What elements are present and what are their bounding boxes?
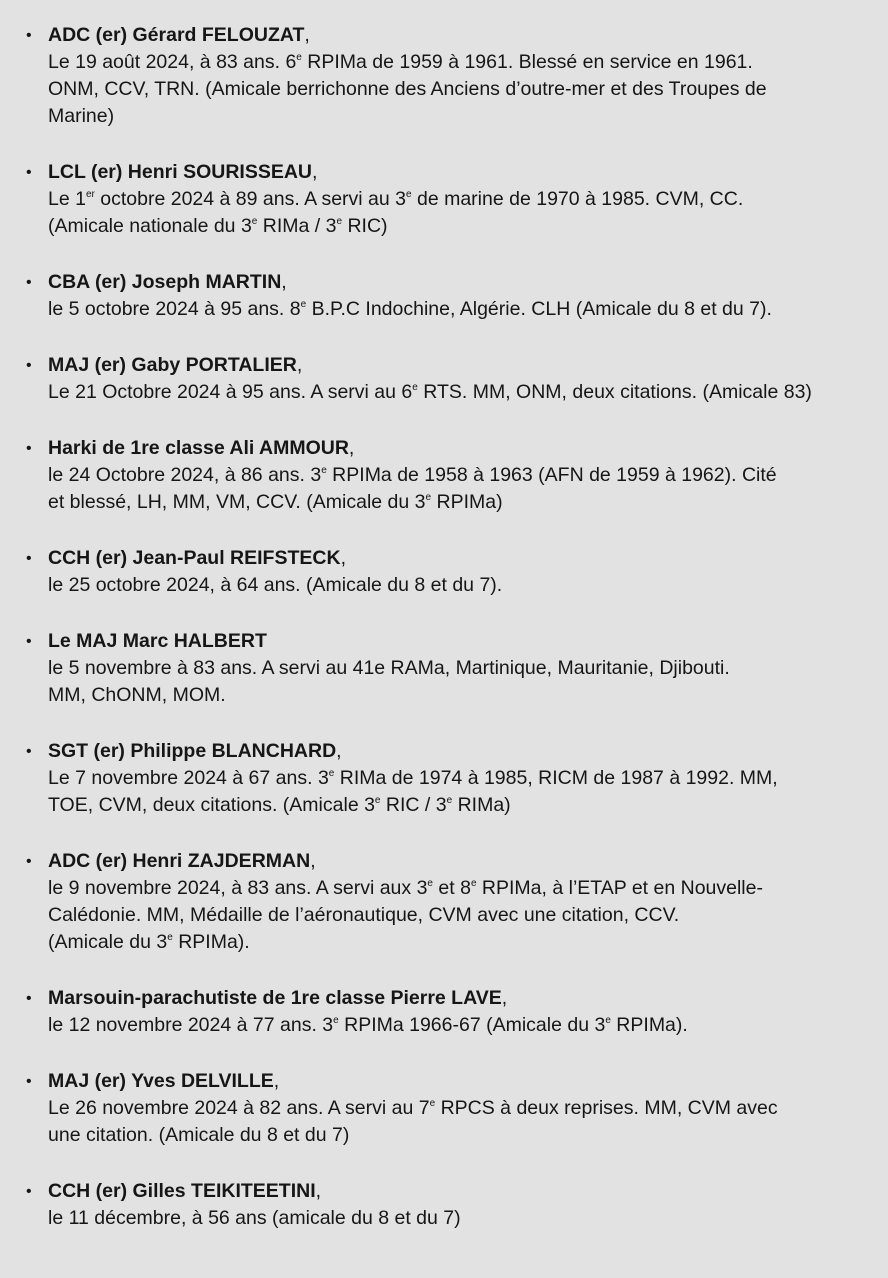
obituary-entry [0,269,888,323]
entry-text-line [48,765,888,792]
obituary-entry [0,159,888,240]
entry-text-line [48,1205,888,1232]
text-segment: le 9 novembre 2024, à 83 ans. A servi aux 3 [48,877,428,899]
superscript: e [167,932,173,943]
superscript: e [333,1015,339,1026]
text-segment: B.P.C Indochine, Algérie. CLH (Amicale du 8 et du 7). [306,298,772,320]
entry-text-line [48,489,888,516]
entry-name-suffix: , [296,354,303,376]
text-segment: RPCS à deux reprises. MM, CVM avec [435,1097,778,1119]
text-segment: RPIMa). [172,931,250,953]
entry-name: CBA (er) Joseph MARTIN [48,271,282,293]
entry-name: CCH (er) Jean-Paul REIFSTECK [48,547,341,569]
bullet-icon: • [26,274,32,291]
entry-name: MAJ (er) Yves DELVILLE [48,1070,274,1092]
text-segment: et 8 [432,877,471,899]
superscript: e [470,878,477,889]
entry-text-line [48,1122,888,1149]
entry-name: Harki de 1re classe Ali AMMOUR [48,437,349,459]
superscript: e [328,768,335,779]
bullet-icon: • [26,633,32,650]
obituary-entry [0,848,888,956]
text-segment: Le 7 novembre 2024 à 67 ans. 3 [48,767,329,789]
entry-text-line [48,1095,888,1122]
text-segment: ONM, CCV, TRN. (Amicale berrichonne des Anciens d’outre-mer et des Troupes de [48,78,767,100]
entry-text-line [48,213,888,240]
text-segment: Marine) [48,105,115,127]
entry-name-suffix: , [348,437,355,459]
entry-text-line [48,186,888,213]
obituary-entry [0,435,888,516]
superscript: e [427,878,433,889]
entry-name-suffix: , [304,24,310,46]
entry-name: CCH (er) Gilles TEIKITEETINI [48,1180,316,1202]
obituary-entry [0,738,888,819]
entry-name-suffix: , [336,740,342,762]
bullet-icon: • [26,357,32,374]
obituary-entry [0,1178,888,1232]
text-segment: RIMa / 3 [257,215,337,237]
superscript: e [296,52,302,63]
text-segment: le 11 décembre, à 56 ans (amicale du 8 et du 7) [48,1207,461,1229]
entry-text-line [48,875,888,902]
text-segment: RPIMa de 1958 à 1963 (AFN de 1959 à 1962). Cité [326,464,777,486]
entry-text-line [48,655,888,682]
text-segment: de marine de 1970 à 1985. CVM, CC. [411,188,744,210]
obituary-entry [0,545,888,599]
entry-name: LCL (er) Henri SOURISSEAU [48,161,313,183]
entry-text-line [48,929,888,956]
superscript: e [446,795,453,806]
bullet-icon: • [26,1073,32,1090]
text-segment: RTS. MM, ONM, deux citations. (Amicale 83) [417,381,812,403]
obituary-entry [0,985,888,1039]
entry-text-line [48,462,888,489]
text-segment: RPIMa, à l’ETAP et en Nouvelle- [476,877,763,899]
entry-name-suffix: , [340,547,346,569]
bullet-icon: • [26,164,32,181]
entry-name-suffix: , [273,1070,280,1092]
bullet-icon: • [26,1183,32,1200]
superscript: e [412,382,418,393]
obituary-entry [0,352,888,406]
bullet-icon: • [26,27,32,44]
entry-text-line [48,1012,888,1039]
superscript: e [251,216,258,227]
text-segment: Calédonie. MM, Médaille de l’aéronautique, CVM avec une citation, CCV. [48,904,680,926]
superscript: e [300,299,307,310]
obituary-entry [0,628,888,709]
superscript: e [406,189,412,200]
text-segment: et blessé, LH, MM, VM, CCV. (Amicale du 3 [48,491,426,513]
text-segment: RPIMa) [431,491,503,513]
entry-text-line [48,76,888,103]
text-segment: Le 21 Octobre 2024 à 95 ans. A servi au 6 [48,381,413,403]
text-segment: Le 19 août 2024, à 83 ans. 6 [48,51,297,73]
bullet-icon: • [26,743,32,760]
text-segment: une citation. (Amicale du 8 et du 7) [48,1124,350,1146]
text-segment: le 12 novembre 2024 à 77 ans. 3 [48,1014,334,1036]
text-segment: octobre 2024 à 89 ans. A servi au 3 [94,188,406,210]
text-segment: RPIMa de 1959 à 1961. Blessé en service en 1961. [301,51,753,73]
superscript: e [336,216,343,227]
superscript: er [85,189,95,200]
entry-name-suffix: , [315,1180,322,1202]
text-segment: (Amicale du 3 [48,931,168,953]
superscript: e [605,1015,611,1026]
superscript: e [425,492,432,503]
entry-text-line [48,296,888,323]
text-segment: RPIMa 1966-67 (Amicale du 3 [338,1014,606,1036]
text-segment: RIMa de 1974 à 1985, RICM de 1987 à 1992. MM, [334,767,778,789]
text-segment: le 25 octobre 2024, à 64 ans. (Amicale du 8 et du 7). [48,574,503,596]
obituary-entry [0,1068,888,1149]
text-segment: Le 1 [48,188,86,210]
superscript: e [374,795,381,806]
entry-text-line [48,103,888,130]
superscript: e [429,1098,436,1109]
entry-name: Le MAJ Marc HALBERT [48,630,267,652]
bullet-icon: • [26,550,32,567]
text-segment: le 24 Octobre 2024, à 86 ans. 3 [48,464,322,486]
entry-text-line [48,792,888,819]
entry-name: ADC (er) Henri ZAJDERMAN [48,850,311,872]
entry-name: Marsouin-parachutiste de 1re classe Pierre LAVE [48,987,502,1009]
entry-text-line [48,572,888,599]
entry-text-line [48,902,888,929]
entry-name-suffix: , [501,987,508,1009]
entry-text-line [48,682,888,709]
entry-name-suffix: , [312,161,318,183]
text-segment: MM, ChONM, MOM. [48,684,226,706]
entry-text-line [48,379,888,406]
text-segment: RIMa) [452,794,511,816]
text-segment: le 5 novembre à 83 ans. A servi au 41e RAMa, Martinique, Mauritanie, Djibouti. [48,657,730,679]
entry-text-line [48,49,888,76]
superscript: e [321,465,327,476]
entry-name: SGT (er) Philippe BLANCHARD [48,740,337,762]
bullet-icon: • [26,853,32,870]
text-segment: (Amicale nationale du 3 [48,215,252,237]
text-segment: Le 26 novembre 2024 à 82 ans. A servi au 7 [48,1097,430,1119]
obituary-entry [0,22,888,130]
text-segment: TOE, CVM, deux citations. (Amicale 3 [48,794,375,816]
entry-name: MAJ (er) Gaby PORTALIER [48,354,297,376]
text-segment: le 5 octobre 2024 à 95 ans. 8 [48,298,301,320]
text-segment: RPIMa). [610,1014,688,1036]
entry-name-suffix: , [281,271,287,293]
entry-name: ADC (er) Gérard FELOUZAT [48,24,305,46]
bullet-icon: • [26,440,32,457]
entry-name-suffix: , [310,850,316,872]
text-segment: RIC) [342,215,388,237]
text-segment: RIC / 3 [380,794,447,816]
bullet-icon: • [26,990,32,1007]
